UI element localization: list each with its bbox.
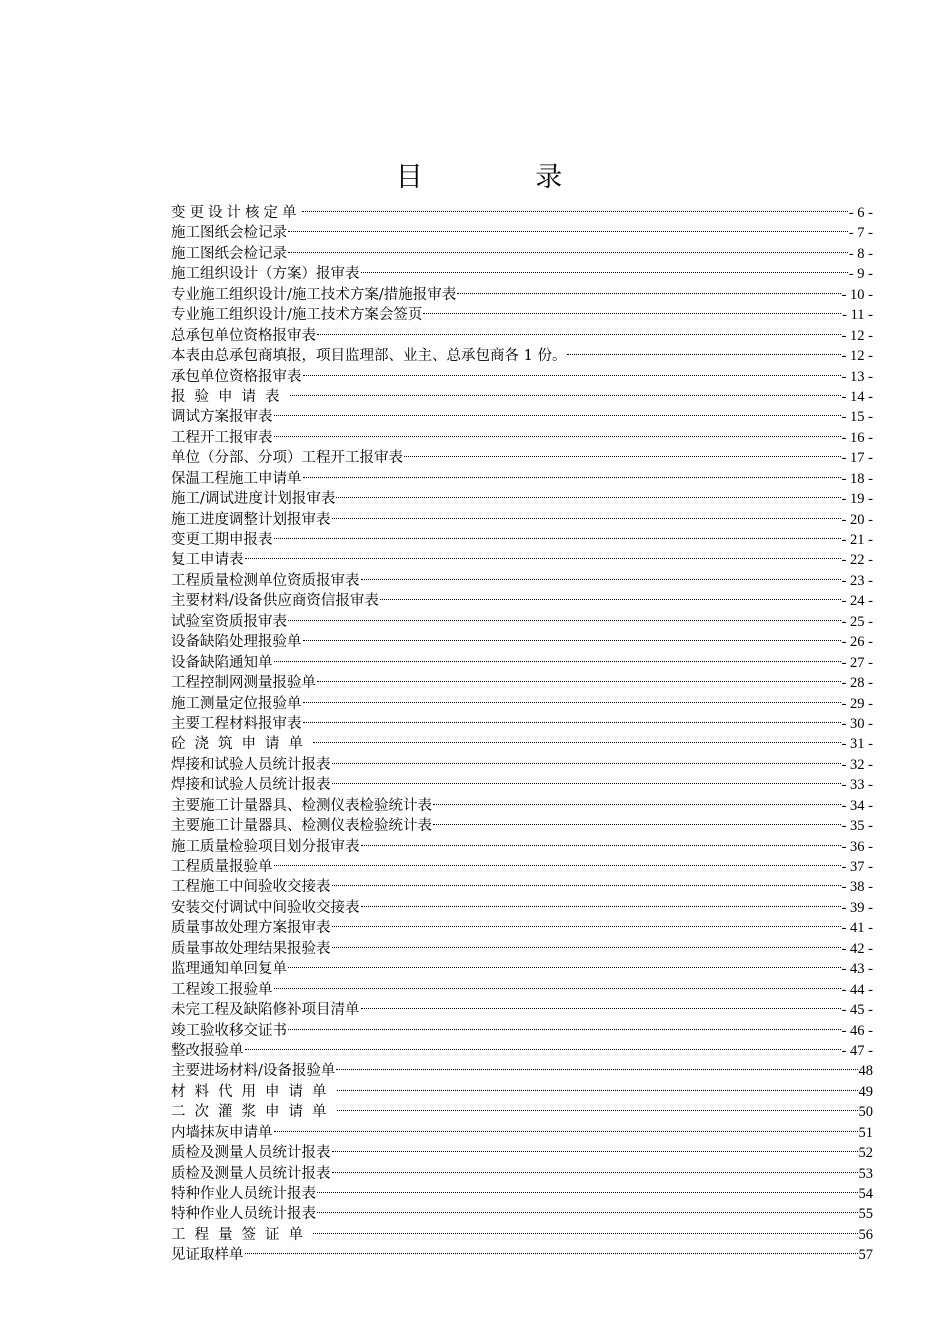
toc-entry-page-number: - 20 -: [841, 511, 873, 528]
toc-entry-title: 设备缺陷处理报验单: [171, 634, 302, 651]
toc-dot-leader: [288, 217, 848, 237]
toc-entry[interactable]: [171, 851, 873, 875]
toc-dot-leader: [332, 749, 841, 769]
toc-entry-title: 监理通知单回复单: [171, 961, 287, 978]
toc-entry-title: 变更工期申报表: [171, 532, 273, 548]
toc-entry-page-number: - 7 -: [848, 225, 873, 242]
toc-entry-page-number: - 33 -: [841, 777, 873, 794]
toc-dot-leader: [245, 1239, 858, 1259]
toc-entry-page-number: - 8 -: [848, 245, 873, 262]
toc-entry-page-number: - 42 -: [841, 940, 873, 957]
toc-entry-title: 单位（分部、分项）工程开工报审表: [171, 450, 403, 467]
toc-list: [171, 197, 873, 1264]
toc-dot-leader: [274, 422, 841, 442]
toc-dot-leader: [288, 953, 841, 973]
toc-entry[interactable]: [171, 422, 873, 446]
toc-entry-title: 施工/调试进度计划报审表: [171, 491, 336, 508]
toc-entry-page-number: - 13 -: [841, 368, 873, 385]
toc-entry-title: 工程竣工报验单: [171, 981, 273, 998]
toc-dot-leader: [337, 1076, 858, 1096]
toc-entry-page-number: - 16 -: [841, 429, 873, 446]
toc-entry-page-number: - 11 -: [842, 307, 873, 324]
toc-dot-leader: [317, 1198, 858, 1218]
toc-entry-page-number: - 30 -: [841, 715, 873, 732]
toc-entry-title: 工程质量报验单: [171, 859, 273, 875]
toc-entry-title: 承包单位资格报审表: [171, 368, 302, 385]
toc-entry-page-number: - 38 -: [841, 879, 873, 896]
toc-entry[interactable]: [171, 1239, 873, 1264]
toc-entry-title: 工程开工报审表: [171, 429, 273, 446]
toc-dot-leader: [380, 585, 841, 605]
toc-dot-leader: [336, 483, 840, 503]
toc-dot-leader: [567, 340, 840, 360]
toc-dot-leader: [317, 1178, 858, 1198]
toc-dot-leader: [332, 1137, 858, 1157]
toc-dot-leader: [332, 769, 841, 789]
toc-entry[interactable]: [171, 1035, 873, 1059]
toc-entry-page-number: - 34 -: [841, 797, 873, 814]
toc-entry[interactable]: [171, 994, 873, 1019]
toc-entry-page-number: - 27 -: [841, 654, 873, 671]
toc-entry-page-number: 52: [858, 1145, 873, 1162]
toc-dot-leader: [303, 361, 841, 381]
toc-entry-page-number: - 46 -: [841, 1022, 873, 1039]
toc-entry-title: 见证取样单: [171, 1247, 244, 1264]
toc-entry-title: 材料代用申请单: [171, 1083, 336, 1100]
toc-dot-leader: [303, 708, 841, 728]
toc-dot-leader: [457, 279, 840, 299]
toc-entry-page-number: - 45 -: [841, 1002, 873, 1019]
toc-dot-leader: [317, 320, 841, 340]
toc-entry-title: 工程施工中间验收交接表: [171, 879, 331, 896]
toc-entry-title: 施工图纸会检记录: [171, 245, 287, 262]
toc-entry-title: 工程量签证单: [171, 1226, 312, 1243]
toc-entry[interactable]: [171, 524, 873, 548]
toc-entry-page-number: - 25 -: [841, 613, 873, 630]
toc-entry-title: 本表由总承包商填报，项目监理部、业主、总承包商各 1 份。: [171, 348, 567, 365]
toc-dot-leader: [332, 912, 841, 932]
toc-dot-leader: [361, 831, 841, 851]
toc-entry-page-number: - 39 -: [841, 899, 873, 916]
toc-dot-leader: [332, 504, 841, 524]
toc-entry-title: 主要工程材料报审表: [171, 715, 302, 732]
toc-entry-page-number: - 9 -: [848, 266, 873, 283]
toc-entry-title: 质检及测量人员统计报表: [171, 1145, 331, 1162]
toc-entry-title: 竣工验收移交证书: [171, 1022, 287, 1039]
toc-entry-page-number: - 24 -: [841, 593, 873, 610]
toc-entry-title: 安装交付调试中间验收交接表: [171, 899, 360, 916]
toc-dot-leader: [423, 299, 841, 319]
toc-entry-title: 工程质量检测单位资质报审表: [171, 572, 360, 589]
toc-entry-page-number: - 23 -: [841, 572, 873, 589]
toc-dot-leader: [288, 238, 848, 258]
toc-entry-title: 未完工程及缺陷修补项目清单: [171, 1002, 360, 1019]
toc-entry-title: 施工测量定位报验单: [171, 695, 302, 712]
toc-entry[interactable]: [171, 1117, 873, 1141]
toc-dot-leader: [303, 626, 841, 646]
toc-dot-leader: [274, 974, 841, 994]
toc-entry-page-number: - 19 -: [841, 491, 873, 508]
toc-entry-page-number: - 41 -: [841, 920, 873, 937]
toc-dot-leader: [313, 1219, 858, 1239]
toc-entry-title: 主要施工计量器具、检测仪表检验统计表: [171, 818, 432, 835]
toc-entry-title: 总承包单位资格报审表: [171, 327, 316, 344]
toc-entry[interactable]: [171, 871, 873, 896]
toc-entry[interactable]: [171, 565, 873, 589]
toc-entry-title: 砼浇筑申请单: [171, 736, 312, 753]
toc-entry-title: 内墙抹灰申请单: [171, 1124, 273, 1141]
toc-entry-title: 主要施工计量器具、检测仪表检验统计表: [171, 797, 432, 814]
toc-entry-title: 施工进度调整计划报审表: [171, 511, 331, 528]
toc-entry-page-number: 57: [858, 1247, 873, 1264]
toc-dot-leader: [361, 994, 841, 1014]
toc-dot-leader: [245, 1035, 841, 1055]
toc-entry-page-number: - 35 -: [841, 818, 873, 835]
toc-entry-page-number: - 44 -: [841, 981, 873, 998]
toc-dot-leader: [332, 871, 841, 891]
toc-entry-page-number: - 17 -: [841, 450, 873, 467]
toc-entry-title: 保温工程施工申请单: [171, 470, 302, 487]
toc-dot-leader: [274, 1117, 858, 1137]
toc-entry-page-number: - 12 -: [841, 327, 873, 344]
toc-entry-page-number: 50: [858, 1104, 873, 1121]
toc-entry-title: 主要材料/设备供应商资信报审表: [171, 593, 379, 610]
toc-entry-title: 施工质量检验项目划分报审表: [171, 838, 360, 855]
toc-entry-page-number: - 21 -: [841, 532, 873, 548]
toc-entry-title: 专业施工组织设计/施工技术方案会签页: [171, 307, 423, 324]
toc-entry-page-number: 51: [858, 1124, 873, 1141]
toc-entry-page-number: 49: [858, 1083, 873, 1100]
toc-entry-title: 试验室资质报审表: [171, 613, 287, 630]
toc-entry[interactable]: [171, 544, 873, 569]
toc-entry[interactable]: [171, 974, 873, 998]
toc-dot-leader: [245, 544, 841, 564]
toc-dot-leader: [290, 381, 841, 401]
toc-dot-leader: [313, 728, 841, 748]
toc-entry-title: 调试方案报审表: [171, 409, 273, 426]
toc-dot-leader: [288, 1015, 841, 1035]
toc-entry-title: 专业施工组织设计/施工技术方案/措施报审表: [171, 286, 457, 303]
toc-entry-title: 二次灌浆申请单: [171, 1104, 336, 1121]
toc-entry[interactable]: [171, 647, 873, 671]
toc-entry-title: 整改报验单: [171, 1042, 244, 1059]
toc-entry-page-number: - 18 -: [841, 470, 873, 487]
toc-entry-page-number: - 47 -: [841, 1042, 873, 1059]
toc-dot-leader: [332, 933, 841, 953]
toc-entry[interactable]: [171, 667, 873, 692]
toc-dot-leader: [303, 463, 841, 483]
toc-entry-page-number: - 37 -: [841, 859, 873, 875]
toc-entry-title: 特种作业人员统计报表: [171, 1206, 316, 1223]
toc-entry-title: 特种作业人员统计报表: [171, 1186, 316, 1202]
toc-entry-page-number: - 36 -: [841, 838, 873, 855]
toc-entry-title: 变更设计核定单: [171, 205, 301, 221]
toc-entry-page-number: 54: [858, 1186, 873, 1202]
toc-entry-page-number: - 26 -: [841, 634, 873, 651]
toc-entry-page-number: 53: [858, 1165, 873, 1182]
toc-dot-leader: [404, 442, 841, 462]
toc-entry-title: 报验申请表: [171, 388, 289, 405]
toc-entry[interactable]: [171, 401, 873, 426]
toc-entry-page-number: - 10 -: [841, 286, 873, 303]
toc-entry-title: 复工申请表: [171, 552, 244, 569]
toc-dot-leader: [361, 258, 848, 278]
toc-dot-leader: [317, 667, 841, 687]
toc-entry[interactable]: [171, 1055, 873, 1080]
toc-entry-page-number: - 29 -: [841, 695, 873, 712]
toc-entry-page-number: - 22 -: [841, 552, 873, 569]
toc-entry-title: 质量事故处理结果报验表: [171, 940, 331, 957]
toc-dot-leader: [303, 688, 841, 708]
toc-entry[interactable]: [171, 197, 873, 221]
toc-entry-page-number: - 28 -: [841, 675, 873, 692]
toc-dot-leader: [433, 790, 841, 810]
toc-entry-page-number: 56: [858, 1226, 873, 1243]
toc-entry-page-number: - 15 -: [841, 409, 873, 426]
toc-dot-leader: [361, 565, 841, 585]
toc-entry-page-number: 48: [858, 1063, 873, 1080]
toc-dot-leader: [361, 892, 841, 912]
toc-dot-leader: [274, 401, 841, 421]
toc-dot-leader: [274, 851, 841, 871]
toc-dot-leader: [332, 1158, 858, 1178]
toc-entry-title: 工程控制网测量报验单: [171, 675, 316, 692]
toc-entry-page-number: - 32 -: [841, 756, 873, 773]
toc-title: 目 录: [395, 162, 615, 193]
toc-entry-title: 质检及测量人员统计报表: [171, 1165, 331, 1182]
toc-entry-title: 质量事故处理方案报审表: [171, 920, 331, 937]
toc-entry-page-number: - 14 -: [841, 388, 873, 405]
toc-entry-page-number: 55: [858, 1206, 873, 1223]
toc-dot-leader: [433, 810, 841, 830]
toc-entry-page-number: - 12 -: [841, 348, 873, 365]
toc-entry-page-number: - 31 -: [841, 736, 873, 753]
toc-entry[interactable]: [171, 1137, 873, 1162]
toc-entry-title: 焊接和试验人员统计报表: [171, 777, 331, 794]
toc-entry-page-number: - 6 -: [848, 205, 873, 221]
toc-dot-leader: [274, 524, 841, 544]
toc-entry-title: 施工组织设计（方案）报审表: [171, 266, 360, 283]
toc-entry-page-number: - 43 -: [841, 961, 873, 978]
toc-entry[interactable]: [171, 442, 873, 467]
toc-entry-title: 施工图纸会检记录: [171, 225, 287, 242]
toc-dot-leader: [337, 1096, 858, 1116]
toc-dot-leader: [274, 647, 841, 667]
toc-entry-title: 设备缺陷通知单: [171, 654, 273, 671]
toc-entry-title: 焊接和试验人员统计报表: [171, 756, 331, 773]
toc-dot-leader: [336, 1055, 857, 1075]
toc-entry-title: 主要进场材料/设备报验单: [171, 1063, 336, 1080]
toc-dot-leader: [302, 197, 848, 217]
toc-dot-leader: [288, 606, 841, 626]
